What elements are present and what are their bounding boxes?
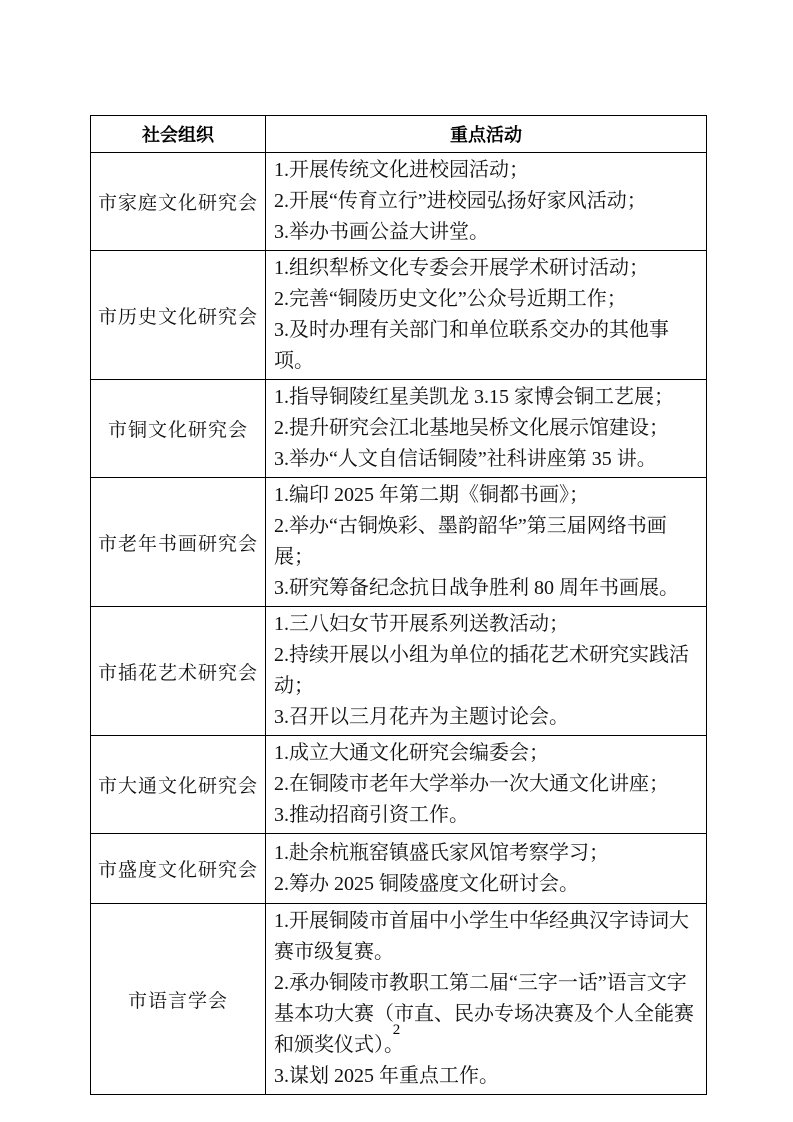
- activities-cell: [266, 251, 707, 380]
- activity-item: 2.筹办 2025 铜陵盛度文化研讨会。: [274, 872, 579, 895]
- activity-item: 3.及时办理有关部门和单位联系交办的其他事项。: [274, 319, 669, 372]
- table-row: [91, 607, 707, 736]
- column-header-activities: 重点活动: [266, 116, 707, 153]
- activities-cell: [266, 834, 707, 904]
- organization-name: 市盛度文化研究会: [91, 834, 266, 904]
- table-row: [91, 834, 707, 904]
- activity-item: 2.完善“铜陵历史文化”公众号近期工作；: [274, 288, 627, 310]
- organization-name: 市家庭文化研究会: [91, 153, 266, 251]
- organization-name: 市铜文化研究会: [91, 380, 266, 478]
- activity-item: 1.组织犁桥文化专委会开展学术研讨活动；: [274, 257, 649, 279]
- activity-item: 1.成立大通文化研究会编委会；: [274, 742, 549, 764]
- activity-item: 1.开展铜陵市首届中小学生中华经典汉字诗词大赛市级复赛。: [274, 910, 689, 963]
- table-row: [91, 251, 707, 380]
- table-row: [91, 153, 707, 251]
- activities-cell: [266, 478, 707, 607]
- table-row: [91, 380, 707, 478]
- table-row: [91, 736, 707, 834]
- activity-item: 1.三八妇女节开展系列送教活动；: [274, 613, 569, 635]
- activity-item: 3.谋划 2025 年重点工作。: [274, 1065, 499, 1087]
- activities-cell: [266, 736, 707, 834]
- organization-name: 市老年书画研究会: [91, 478, 266, 607]
- activities-table: [90, 115, 707, 1095]
- table-row: [91, 478, 707, 607]
- organization-name: 市插花艺术研究会: [91, 607, 266, 736]
- organization-name: 市语言学会: [91, 904, 266, 1095]
- activity-item: 2.承办铜陵市教职工第二届“三字一话”语言文字基本功大赛（市直、民办专场决赛及个人全能赛和颁奖仪式）。: [274, 972, 694, 1056]
- activities-cell: [266, 153, 707, 251]
- activity-item: 1.指导铜陵红星美凯龙 3.15 家博会铜工艺展；: [274, 386, 674, 408]
- activity-item: 2.持续开展以小组为单位的插花艺术研究实践活动；: [274, 644, 689, 697]
- column-header-organization: 社会组织: [91, 116, 266, 153]
- activity-item: 3.召开以三月花卉为主题讨论会。: [274, 706, 569, 728]
- organization-name: 市大通文化研究会: [91, 736, 266, 834]
- activity-item: 2.在铜陵市老年大学举办一次大通文化讲座；: [274, 773, 669, 795]
- activity-item: 2.举办“古铜焕彩、墨韵韶华”第三届网络书画展；: [274, 515, 667, 568]
- organization-name: 市历史文化研究会: [91, 251, 266, 380]
- activities-cell: [266, 904, 707, 1095]
- activity-item: 1.开展传统文化进校园活动；: [274, 159, 529, 181]
- activity-item: 3.研究筹备纪念抗日战争胜利 80 周年书画展。: [274, 577, 679, 599]
- table-header-row: [91, 116, 707, 153]
- activity-item: 2.提升研究会江北基地吴桥文化展示馆建设；: [274, 417, 669, 439]
- activity-item: 2.开展“传育立行”进校园弘扬好家风活动；: [274, 190, 647, 212]
- activities-cell: [266, 380, 707, 478]
- activity-item: 3.举办“人文自信话铜陵”社科讲座第 35 讲。: [274, 448, 657, 470]
- activity-item: 3.推动招商引资工作。: [274, 804, 469, 826]
- activities-cell: [266, 607, 707, 736]
- table-row: [91, 904, 707, 1095]
- activity-item: 1.编印 2025 年第二期《铜都书画》；: [274, 484, 589, 506]
- activity-item: 3.举办书画公益大讲堂。: [274, 221, 489, 243]
- activity-item: 1.赴余杭瓶窑镇盛氏家风馆考察学习；: [274, 841, 609, 864]
- page-number: 2: [392, 1022, 401, 1038]
